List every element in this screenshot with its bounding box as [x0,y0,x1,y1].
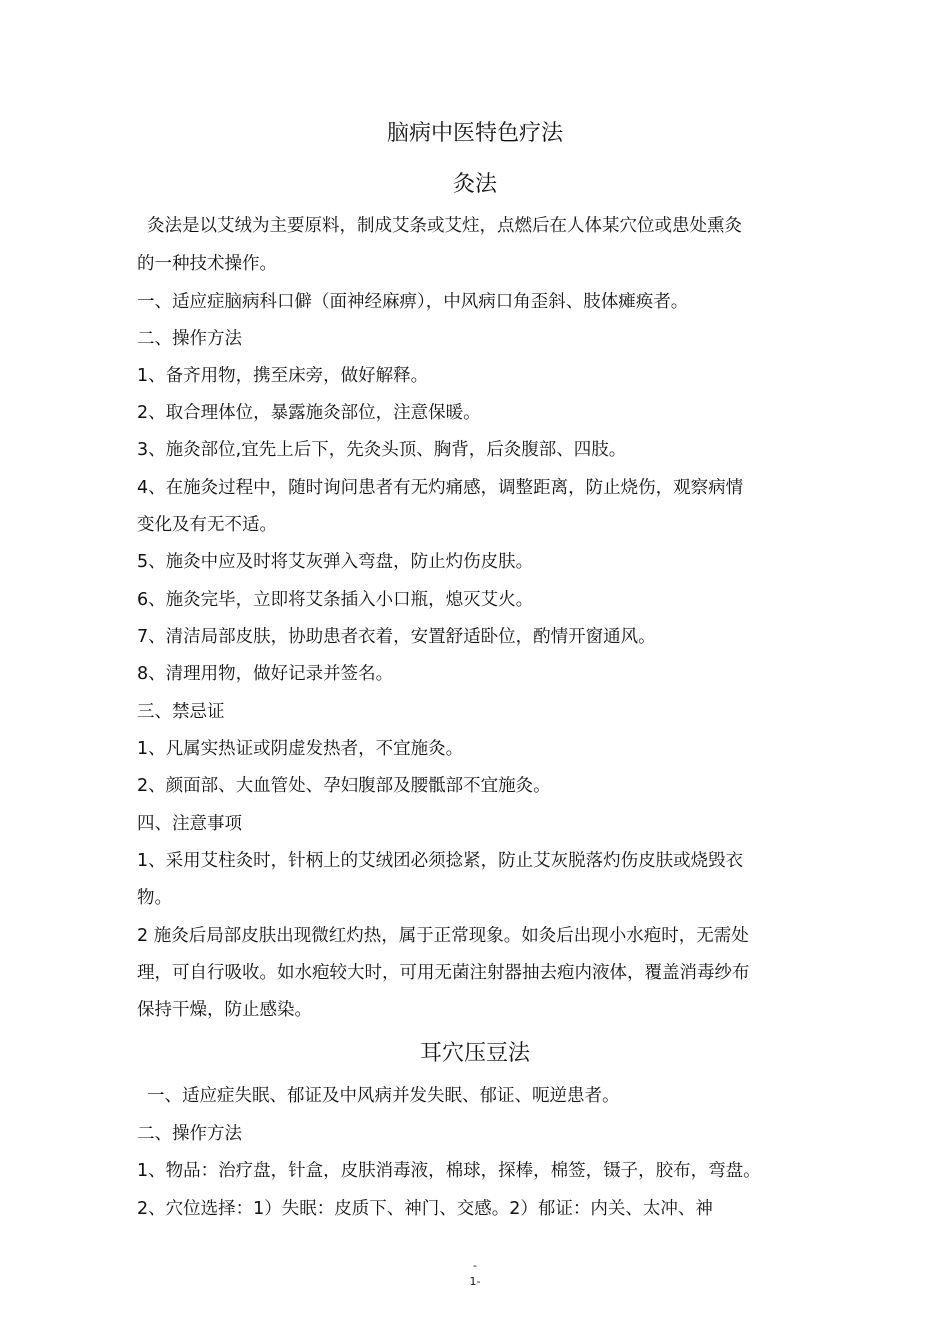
paragraph-line: 2 施灸后局部皮肤出现微红灼热，属于正常现象。如灸后出现小水疱时，无需处 [137,926,749,946]
paragraph-line: 四、注意事项 [137,814,242,834]
paragraph-line: 4、在施灸过程中，随时询问患者有无灼痛感，调整距离，防止烧伤，观察病情 [137,478,744,498]
paragraph-line: 1、物品：治疗盘，针盒，皮肤消毒液，棉球，探棒，棉签，镊子，胶布，弯盘。 [137,1161,761,1181]
paragraph-line: 2、取合理体位，暴露施灸部位，注意保暖。 [137,403,481,423]
section-heading-moxibustion: 灸法 [452,172,497,197]
paragraph-line: 1、备齐用物，携至床旁，做好解释。 [137,366,429,386]
paragraph-line: 5、施灸中应及时将艾灰弹入弯盘，防止灼伤皮肤。 [137,552,534,572]
paragraph-line: 的一种技术操作。 [137,254,277,274]
paragraph-line: 二、操作方法 [137,1124,242,1144]
paragraph-line: 6、施灸完毕，立即将艾条插入小口瓶，熄灭艾火。 [137,590,534,610]
paragraph-line: 2、颜面部、大血管处、孕妇腹部及腰骶部不宜施灸。 [137,776,551,796]
paragraph-line: 7、清洁局部皮肤，协助患者衣着，安置舒适卧位，酌情开窗通风。 [137,627,656,647]
paragraph-line: 1、凡属实热证或阴虚发热者，不宜施灸。 [137,739,464,759]
paragraph-line: 3、施灸部位,宜先上后下，先灸头顶、胸背，后灸腹部、四肢。 [137,440,627,460]
document-title: 脑病中医特色疗法 [386,121,563,146]
paragraph-line: 1、采用艾柱灸时，针柄上的艾绒团必须捻紧，防止艾灰脱落灼伤皮肤或烧毁衣 [137,851,744,871]
paragraph-line: 2、穴位选择：1）失眠：皮质下、神门、交感。2）郁证：内关、太冲、神 [137,1199,713,1219]
paragraph-line: 一、适应症脑病科口僻（面神经麻痹），中风病口角歪斜、肢体瘫痪者。 [137,292,689,312]
paragraph-line: 变化及有无不适。 [137,515,277,535]
paragraph-line: 三、禁忌证 [137,702,225,722]
paragraph-line: 理，可自行吸收。如水疱较大时，可用无菌注射器抽去疱内液体，覆盖消毒纱布 [137,963,750,983]
paragraph-line: 物。 [137,888,172,908]
paragraph-line: 灸法是以艾绒为主要原料，制成艾条或艾炷，点燃后在人体某穴位或患处熏灸 [147,216,742,236]
paragraph-line: 保持干燥，防止感染。 [137,1000,312,1020]
paragraph-line: 一、适应症失眠、郁证及中风病并发失眠、郁证、呃逆患者。 [147,1086,620,1106]
footer-dash: - [473,1259,477,1272]
section-heading-ear-acupressure: 耳穴压豆法 [419,1041,530,1066]
page-number: 1- [469,1275,481,1288]
paragraph-line: 二、操作方法 [137,329,242,349]
paragraph-line: 8、清理用物，做好记录并签名。 [137,664,394,684]
